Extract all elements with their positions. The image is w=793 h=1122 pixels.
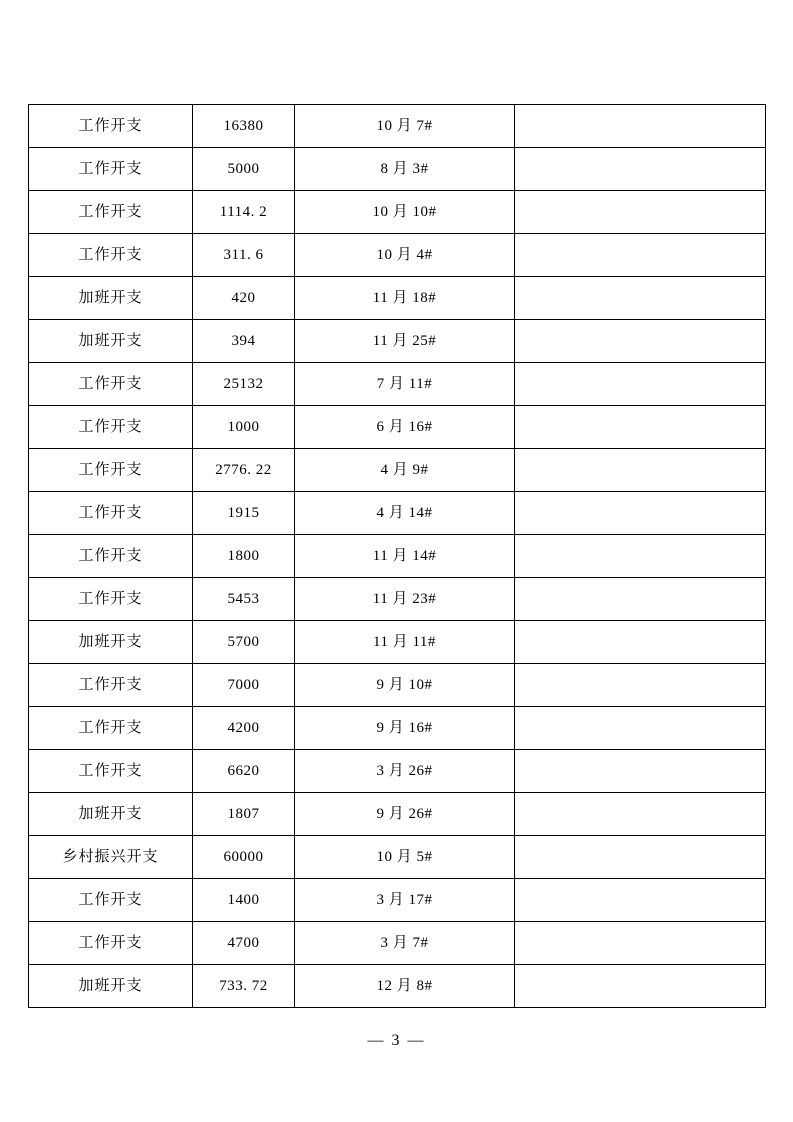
table-row	[29, 965, 766, 1008]
cell-category: 工作开支	[29, 449, 193, 492]
table-row	[29, 148, 766, 191]
cell-amount: 5700	[193, 621, 295, 664]
cell-date: 10 月 5#	[295, 836, 515, 879]
cell-note	[515, 664, 766, 707]
cell-note	[515, 105, 766, 148]
cell-date: 11 月 18#	[295, 277, 515, 320]
cell-amount: 16380	[193, 105, 295, 148]
cell-note	[515, 191, 766, 234]
cell-amount: 420	[193, 277, 295, 320]
cell-amount: 1000	[193, 406, 295, 449]
table-row	[29, 879, 766, 922]
cell-amount: 311. 6	[193, 234, 295, 277]
table-row	[29, 492, 766, 535]
cell-category: 加班开支	[29, 621, 193, 664]
table-row	[29, 793, 766, 836]
table-row	[29, 449, 766, 492]
table-row	[29, 578, 766, 621]
cell-date: 11 月 14#	[295, 535, 515, 578]
cell-amount: 60000	[193, 836, 295, 879]
table-row	[29, 277, 766, 320]
cell-amount: 4700	[193, 922, 295, 965]
cell-date: 9 月 10#	[295, 664, 515, 707]
cell-note	[515, 707, 766, 750]
cell-amount: 5000	[193, 148, 295, 191]
cell-note	[515, 965, 766, 1008]
expense-table-container	[28, 104, 765, 1008]
table-row	[29, 191, 766, 234]
cell-note	[515, 621, 766, 664]
cell-category: 加班开支	[29, 965, 193, 1008]
cell-date: 4 月 14#	[295, 492, 515, 535]
cell-category: 加班开支	[29, 277, 193, 320]
cell-amount: 733. 72	[193, 965, 295, 1008]
cell-category: 加班开支	[29, 793, 193, 836]
cell-category: 工作开支	[29, 492, 193, 535]
cell-note	[515, 406, 766, 449]
cell-amount: 4200	[193, 707, 295, 750]
table-row	[29, 320, 766, 363]
cell-category: 工作开支	[29, 535, 193, 578]
cell-category: 工作开支	[29, 406, 193, 449]
table-row	[29, 234, 766, 277]
cell-date: 7 月 11#	[295, 363, 515, 406]
table-row	[29, 664, 766, 707]
cell-category: 工作开支	[29, 578, 193, 621]
cell-category: 工作开支	[29, 707, 193, 750]
cell-amount: 6620	[193, 750, 295, 793]
cell-date: 4 月 9#	[295, 449, 515, 492]
cell-date: 3 月 7#	[295, 922, 515, 965]
cell-amount: 7000	[193, 664, 295, 707]
cell-date: 9 月 26#	[295, 793, 515, 836]
cell-note	[515, 320, 766, 363]
cell-amount: 1800	[193, 535, 295, 578]
table-row	[29, 535, 766, 578]
page-number: — 3 —	[367, 1032, 426, 1049]
cell-date: 8 月 3#	[295, 148, 515, 191]
cell-note	[515, 578, 766, 621]
cell-category: 加班开支	[29, 320, 193, 363]
cell-note	[515, 879, 766, 922]
cell-note	[515, 234, 766, 277]
cell-category: 乡村振兴开支	[29, 836, 193, 879]
cell-note	[515, 922, 766, 965]
expense-table	[28, 104, 766, 1008]
table-row	[29, 836, 766, 879]
cell-note	[515, 535, 766, 578]
cell-category: 工作开支	[29, 191, 193, 234]
cell-note	[515, 750, 766, 793]
cell-date: 12 月 8#	[295, 965, 515, 1008]
cell-date: 10 月 4#	[295, 234, 515, 277]
cell-amount: 25132	[193, 363, 295, 406]
cell-category: 工作开支	[29, 363, 193, 406]
cell-note	[515, 449, 766, 492]
cell-note	[515, 363, 766, 406]
cell-amount: 5453	[193, 578, 295, 621]
cell-note	[515, 277, 766, 320]
table-row	[29, 922, 766, 965]
cell-date: 6 月 16#	[295, 406, 515, 449]
cell-date: 10 月 7#	[295, 105, 515, 148]
cell-note	[515, 836, 766, 879]
cell-amount: 1114. 2	[193, 191, 295, 234]
cell-note	[515, 793, 766, 836]
cell-date: 3 月 26#	[295, 750, 515, 793]
cell-amount: 2776. 22	[193, 449, 295, 492]
cell-category: 工作开支	[29, 750, 193, 793]
cell-category: 工作开支	[29, 922, 193, 965]
cell-amount: 1807	[193, 793, 295, 836]
table-row	[29, 363, 766, 406]
cell-category: 工作开支	[29, 105, 193, 148]
cell-date: 10 月 10#	[295, 191, 515, 234]
cell-date: 9 月 16#	[295, 707, 515, 750]
cell-note	[515, 148, 766, 191]
cell-category: 工作开支	[29, 148, 193, 191]
cell-date: 11 月 23#	[295, 578, 515, 621]
cell-category: 工作开支	[29, 234, 193, 277]
expense-table-body	[29, 105, 766, 1008]
cell-note	[515, 492, 766, 535]
cell-amount: 1915	[193, 492, 295, 535]
table-row	[29, 105, 766, 148]
table-row	[29, 707, 766, 750]
cell-amount: 394	[193, 320, 295, 363]
cell-category: 工作开支	[29, 879, 193, 922]
table-row	[29, 621, 766, 664]
cell-amount: 1400	[193, 879, 295, 922]
cell-category: 工作开支	[29, 664, 193, 707]
cell-date: 11 月 25#	[295, 320, 515, 363]
cell-date: 11 月 11#	[295, 621, 515, 664]
cell-date: 3 月 17#	[295, 879, 515, 922]
table-row	[29, 750, 766, 793]
table-row	[29, 406, 766, 449]
